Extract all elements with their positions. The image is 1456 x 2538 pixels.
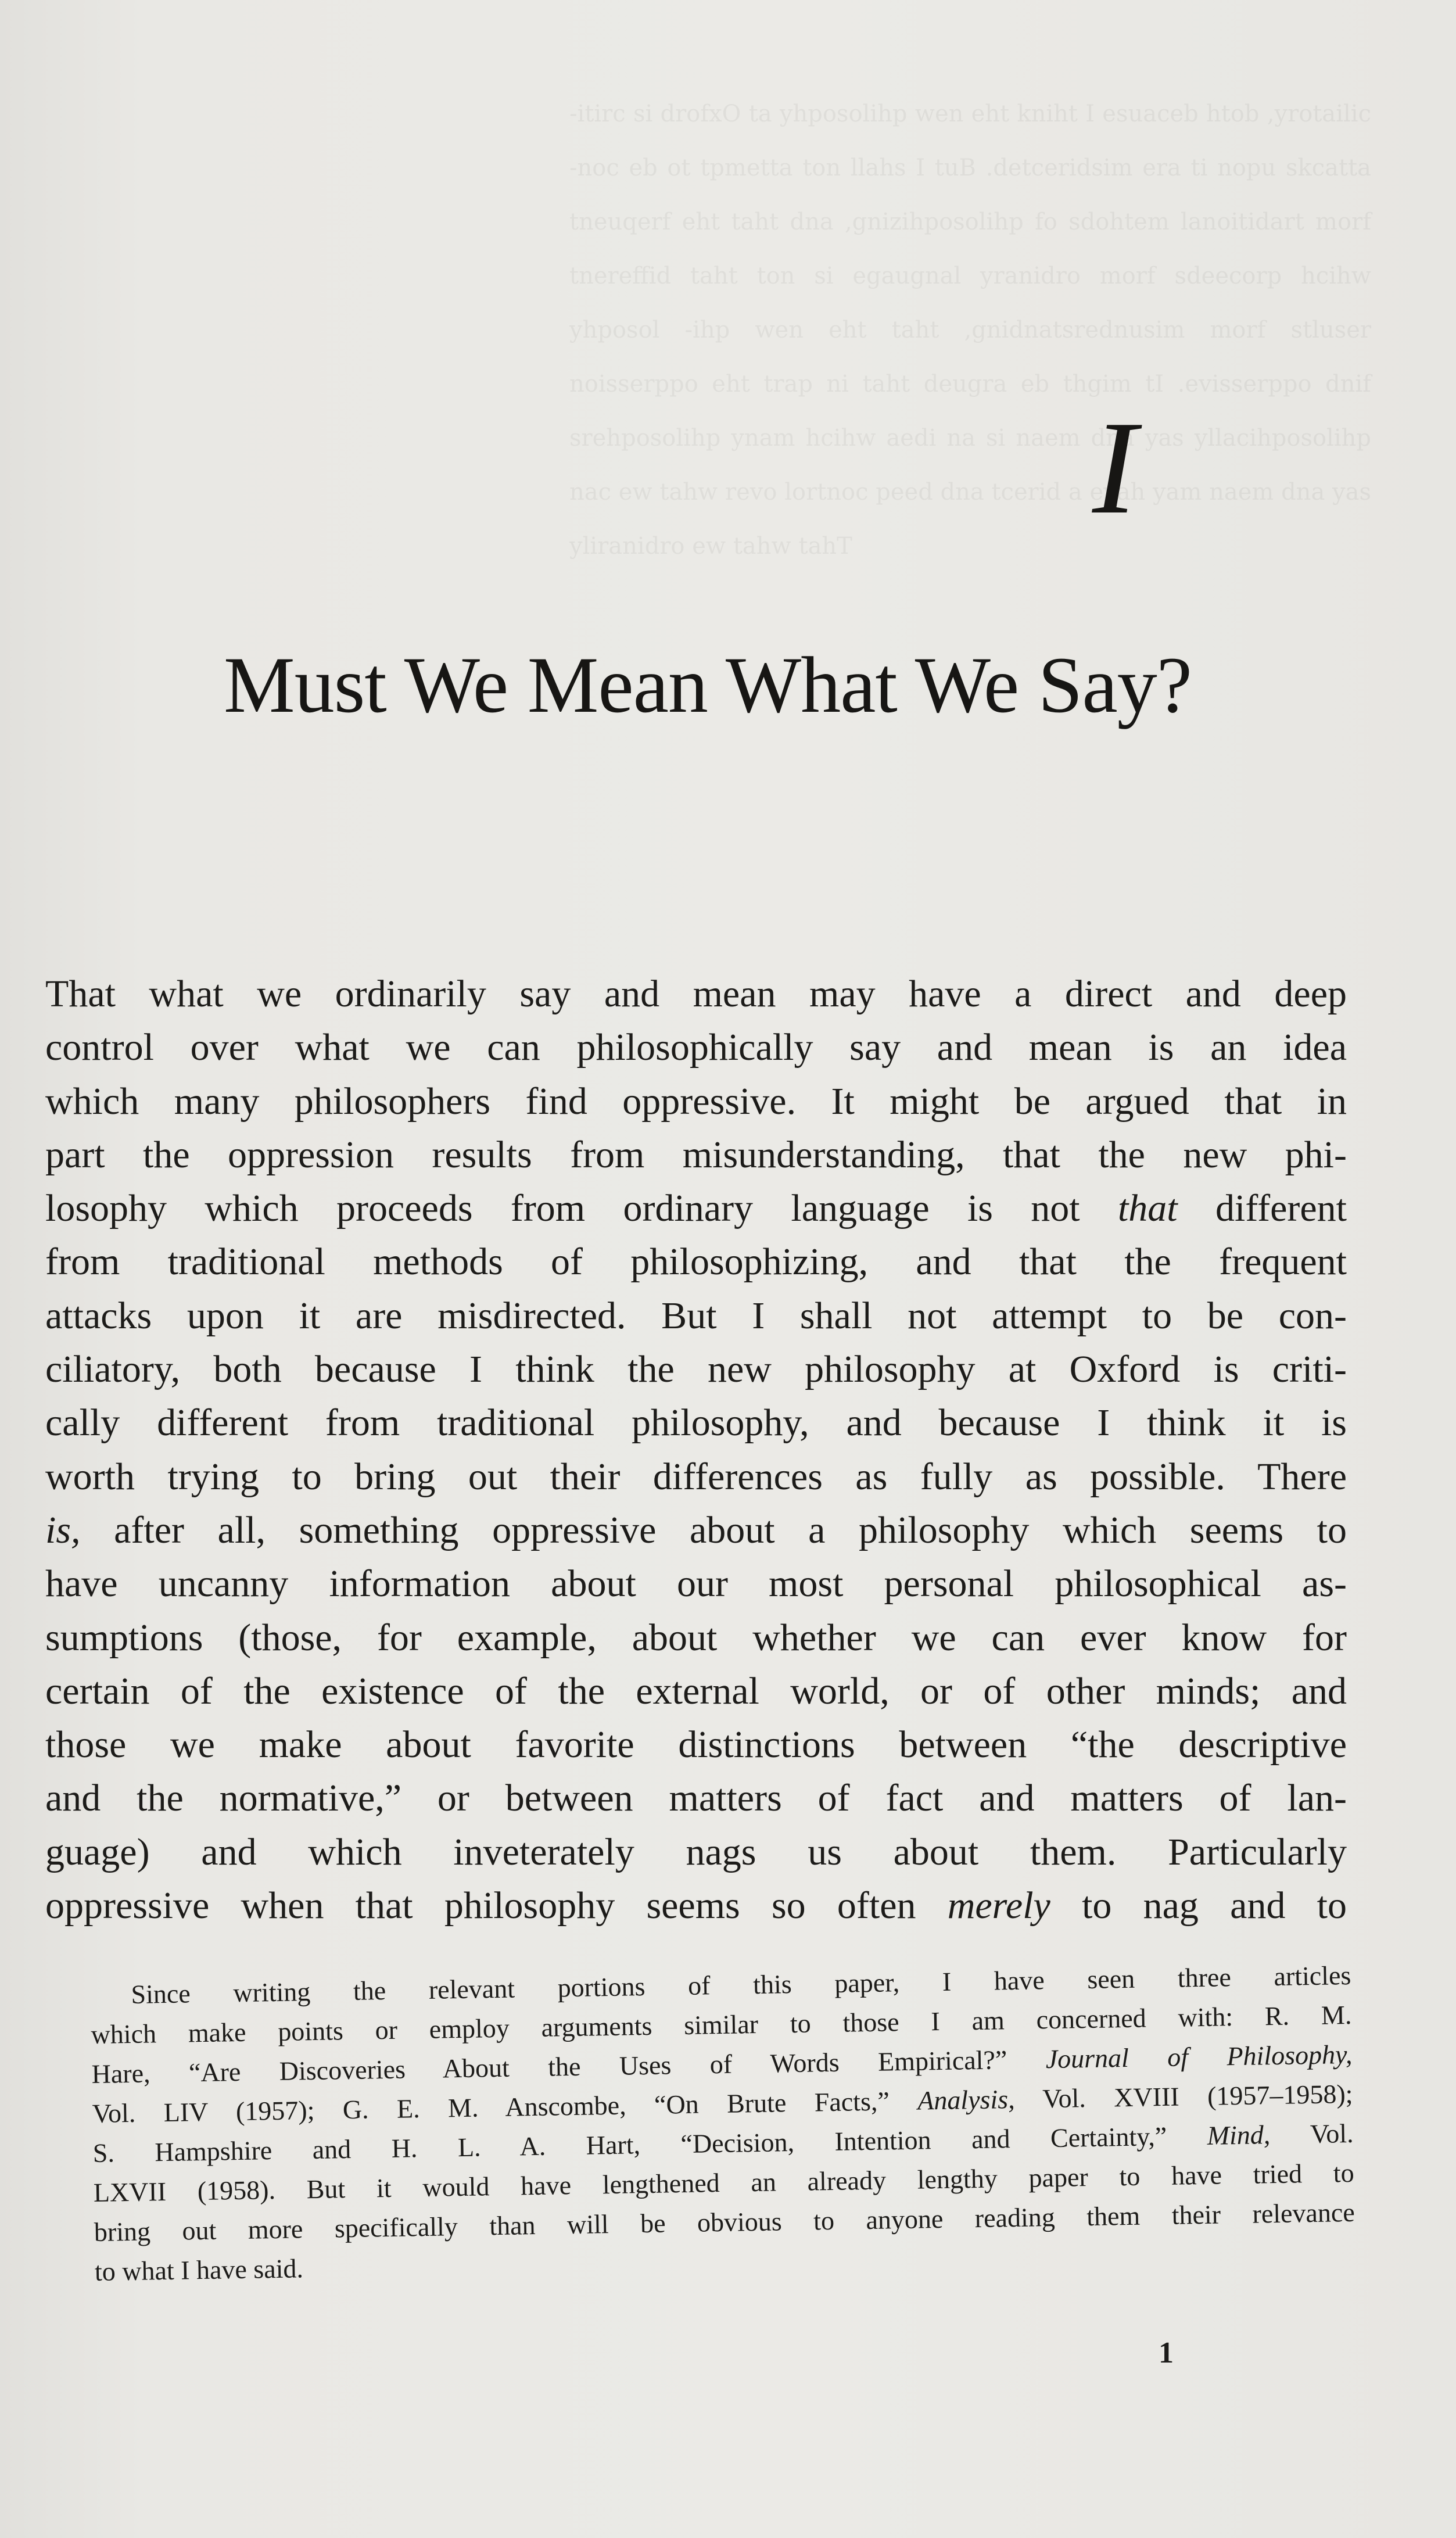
footnote — [90, 1956, 1355, 2292]
body-line: cally different from traditional philosophy, and because I think it is — [45, 1401, 1347, 1444]
body-line — [45, 1182, 1347, 1235]
text-segment: different — [1177, 1187, 1347, 1230]
body-line: from traditional methods of philosophizing, and that the frequent — [45, 1241, 1347, 1284]
footnote-line: which make points or employ arguments similar to those I am concerned with: R. M. — [91, 1999, 1352, 2049]
body-line: control over what we can philosophically say and mean is an idea — [45, 1026, 1347, 1069]
body-line: part the oppression results from misunderstanding, that the new phi- — [45, 1133, 1347, 1176]
body-line: certain of the existence of the external world, or of other minds; and — [45, 1669, 1347, 1712]
text-segment: to nag and to — [1050, 1884, 1347, 1927]
text-segment: S. Hampshire and H. L. A. Hart, “Decision, Intention and Certainty,” — [92, 2120, 1208, 2168]
italic-text: Analysis, — [917, 2084, 1015, 2116]
body-line: which many philosophers find oppressive. It might be argued that in — [45, 1080, 1347, 1123]
italic-text: that — [1117, 1187, 1178, 1230]
text-segment: Vol. LIV (1957); G. E. M. Anscombe, “On Brute Facts,” — [92, 2085, 918, 2128]
footnote-line: LXVII (1958). But it would have lengthened an already lengthy paper to have tried to — [93, 2157, 1354, 2207]
text-segment: Hare, “Are Discoveries About the Uses of Words Empirical?” — [91, 2044, 1046, 2089]
footnote-line: bring out more specifically than will be obvious to anyone reading them their relevance — [94, 2197, 1355, 2247]
text-segment: after all, something oppressive about a philosophy which seems to — [80, 1508, 1347, 1551]
text-segment: Vol. XVIII (1957–1958); — [1014, 2078, 1353, 2114]
body-line: and the normative,” or between matters of fact and matters of lan- — [45, 1777, 1347, 1820]
chapter-title: Must We Mean What We Say? — [224, 640, 1192, 729]
italic-text: merely — [947, 1884, 1050, 1927]
footnote-line: to what I have said. — [94, 2253, 304, 2286]
body-line: worth trying to bring out their differences as fully as possible. There — [45, 1455, 1347, 1498]
show-through-text: -itirc si drofxO ta yhposolihp wen eht kniht I esuaceb htob ,yrotailic -noc eb ot tpmetta ton llahs I tuB .detceridsim era ti nopu skcatta tneuqerf eht taht dna ,gnizihposolihp fo sdohtem lanoitidart morf tnereffid taht ton si egaugnal yranidro morf sdeecorp hcihw yhposol -ihp wen eht taht ,gnidnatsrednusim morf stluser noisserppo eht trap ni taht deugra eb thgim tI .evisserppo dnif srehposolihp ynam hcihw aedi na si naem dna yas yllacihposolihp nac ew tahw revo lortnoc peed dna tcerid a evah yam naem dna yas yliranidro ew tahw tahT — [569, 101, 1379, 560]
text-segment: Vol. — [1269, 2118, 1354, 2150]
italic-text: Mind, — [1207, 2120, 1271, 2150]
page-number: 1 — [1159, 2336, 1174, 2369]
footnote-line: Since writing the relevant portions of this paper, I have seen three articles — [131, 1960, 1351, 2009]
body-paragraph — [45, 967, 1347, 1933]
body-line — [45, 1879, 1347, 1933]
body-line — [45, 1504, 1347, 1557]
chapter-numeral: I — [1092, 393, 1137, 542]
body-line: That what we ordinarily say and mean may have a direct and deep — [45, 973, 1347, 1015]
text-segment: losophy which proceeds from ordinary language is not — [45, 1187, 1118, 1230]
body-line: attacks upon it are misdirected. But I shall not attempt to be con- — [45, 1294, 1347, 1337]
body-line: sumptions (those, for example, about whether we can ever know for — [45, 1616, 1347, 1659]
body-line: those we make about favorite distinctions between “the descriptive — [45, 1723, 1347, 1766]
body-line: guage) and which inveterately nags us about them. Particularly — [45, 1830, 1347, 1873]
italic-text: is, — [45, 1508, 81, 1551]
body-line: have uncanny information about our most personal philosophical as- — [45, 1562, 1347, 1605]
text-segment: oppressive when that philosophy seems so often — [45, 1884, 948, 1927]
body-line: ciliatory, both because I think the new philosophy at Oxford is criti- — [45, 1348, 1347, 1391]
italic-text: Journal of Philosophy, — [1045, 2039, 1353, 2074]
